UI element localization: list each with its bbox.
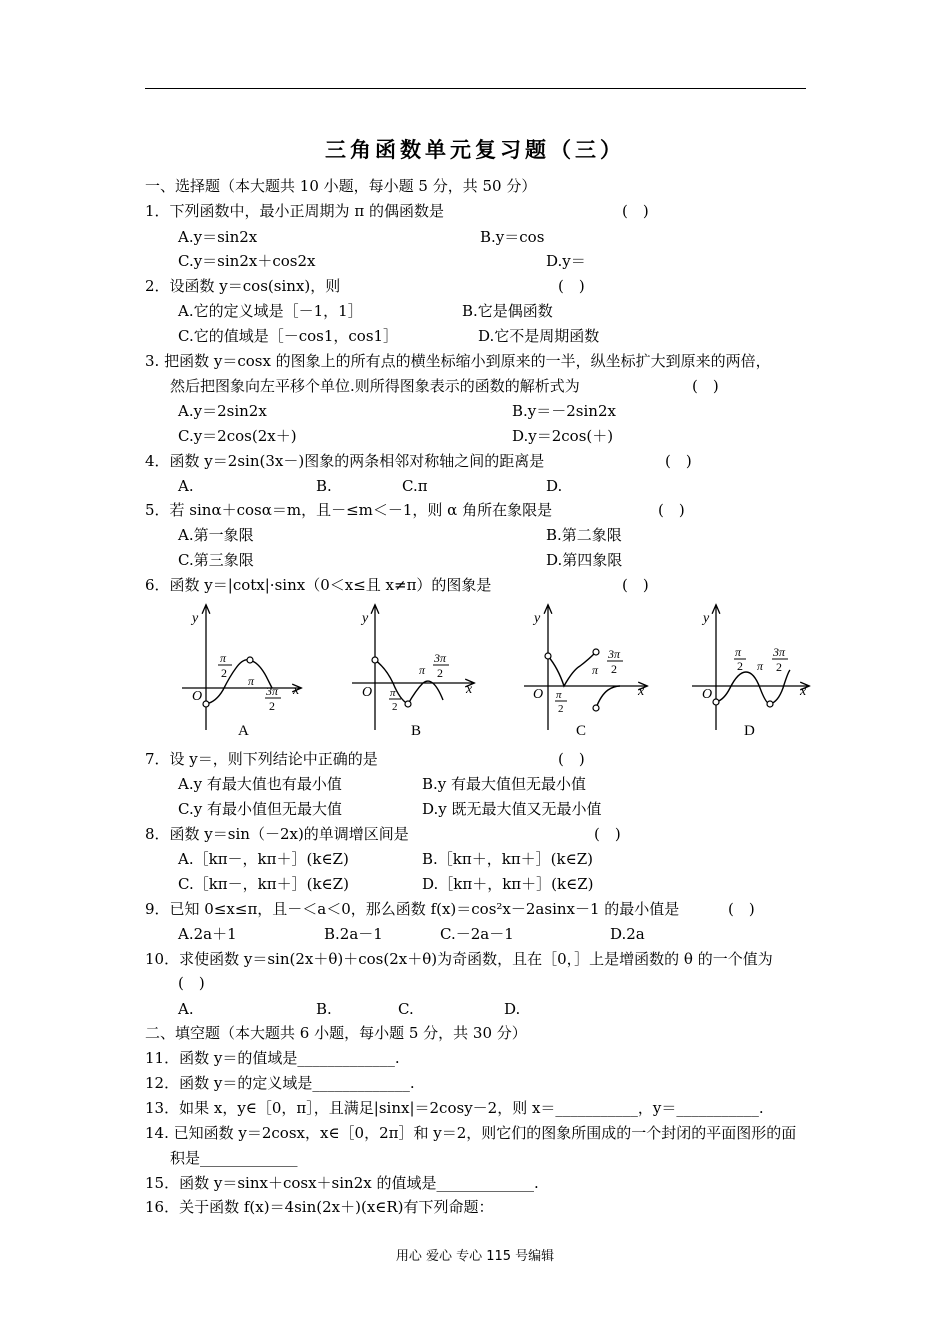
q1-stem: 1．下列函数中，最小正周期为 π 的偶函数是 (145, 202, 444, 220)
q9-option-a: A.2a＋1 (178, 925, 237, 943)
q2-option-d: D.它不是周期函数 (478, 327, 600, 345)
q5-answer-bracket: ( ) (658, 501, 685, 519)
axis-y-label: y (362, 611, 369, 626)
tick-2-bot: 2 (558, 703, 564, 715)
q7-answer-bracket: ( ) (558, 750, 585, 768)
tick-3pi-bot: 2 (611, 662, 617, 676)
tick-3pi-bot: 2 (269, 699, 275, 713)
origin-label: O (192, 689, 203, 704)
q5-option-a: A.第一象限 (178, 526, 254, 544)
q6-answer-bracket: ( ) (622, 576, 649, 594)
tick-3pi-top: 3π (773, 645, 786, 659)
q3-option-a: A.y＝2sin2x (178, 402, 267, 420)
q8-stem: 8．函数 y＝sin（－2x)的单调增区间是 (145, 825, 409, 843)
axis-y-label: y (192, 611, 199, 626)
origin-label: O (362, 685, 373, 700)
q2-option-a: A.它的定义域是［－1，1］ (178, 302, 363, 320)
q9-stem: 9．已知 0≤x≤π，且－＜a＜0，那么函数 f(x)＝cos²x－2asinx－1 的最小值是 (145, 900, 680, 918)
q6-stem: 6．函数 y＝|cotx|·sinx（0＜x≤且 x≠π）的图象是 (145, 576, 492, 594)
q3-option-b: B.y＝－2sin2x (512, 402, 616, 420)
q1-option-c: C.y＝sin2x＋cos2x (178, 252, 316, 270)
q3-stem: 3. 把函数 y＝cosx 的图象上的所有点的横坐标缩小到原来的一半，纵坐标扩大到原来的两倍， (145, 352, 771, 370)
origin-label: O (702, 687, 713, 702)
q4-option-b: B. (316, 477, 332, 495)
q6-graph-a (182, 606, 300, 739)
tick-3pi-top: 3π (266, 684, 279, 698)
q3-stem-cont: 然后把图象向左平移个单位.则所得图象表示的函数的解析式为 (170, 377, 580, 395)
q6-graph-options (168, 600, 818, 745)
tick-3pi-top: 3π (608, 647, 621, 661)
q12: 12．函数 y＝的定义域是_____________. (145, 1074, 415, 1092)
q7-option-c: C.y 有最小值但无最大值 (178, 800, 342, 818)
q2-answer-bracket: ( ) (558, 277, 585, 295)
q10-stem: 10．求使函数 y＝sin(2x＋θ)＋cos(2x＋θ)为奇函数，且在［0，］上是增函数的 θ 的一个值为 (145, 950, 773, 968)
tick-pi: π (757, 659, 764, 673)
q4-option-a: A. (178, 477, 194, 495)
graph-label-b: B (411, 723, 422, 739)
axis-y-label: y (703, 611, 710, 626)
section-fill-heading: 二、填空题（本大题共 6 小题，每小题 5 分，共 30 分） (145, 1024, 527, 1042)
q5-option-b: B.第二象限 (546, 526, 622, 544)
q4-stem: 4．函数 y＝2sin(3x－)图象的两条相邻对称轴之间的距离是 (145, 452, 545, 470)
q4-option-d: D. (546, 477, 563, 495)
q1-option-b: B.y＝cos (480, 228, 545, 246)
q13: 13．如果 x，y∈［0，π］，且满足|sinx|＝2cosy－2，则 x＝___________，y＝___________. (145, 1099, 764, 1117)
q8-option-a: A.［kπ－，kπ＋］(k∈Z) (178, 850, 349, 868)
origin-label: O (533, 687, 544, 702)
q8-answer-bracket: ( ) (594, 825, 621, 843)
tick-3pi-bot: 2 (437, 666, 443, 680)
q11: 11．函数 y＝的值域是_____________. (145, 1049, 400, 1067)
q9-answer-bracket: ( ) (728, 900, 755, 918)
q8-option-b: B.［kπ＋，kπ＋］(k∈Z) (422, 850, 594, 868)
tick-pi: π (592, 663, 599, 677)
q9-option-d: D.2a (610, 925, 645, 943)
q1-answer-bracket: ( ) (622, 202, 649, 220)
q8-option-d: D.［kπ＋，kπ＋］(k∈Z) (422, 875, 594, 893)
tick-pi-top: π (390, 687, 396, 699)
axis-x-label: x (638, 684, 645, 699)
q4-answer-bracket: ( ) (665, 452, 692, 470)
q1-option-d: D.y＝ (546, 252, 586, 270)
q6-graph-b (352, 606, 473, 739)
tick-3pi-top: 3π (434, 651, 447, 665)
graph-label-c: C (576, 723, 587, 739)
header-rule (145, 88, 806, 89)
axis-x-label: x (800, 684, 807, 699)
q3-answer-bracket: ( ) (692, 377, 719, 395)
section-choice-heading: 一、选择题（本大题共 10 小题，每小题 5 分，共 50 分） (145, 177, 537, 195)
q3-option-c: C.y＝2cos(2x＋) (178, 427, 297, 445)
page-title: 三角函数单元复习题（三） (325, 137, 625, 162)
q10-answer-bracket: ( ) (178, 974, 205, 992)
q10-option-a: A. (178, 1000, 194, 1018)
q10-option-d: D. (504, 1000, 521, 1018)
tick-pi: π (248, 674, 255, 688)
tick-2-bot: 2 (221, 666, 227, 680)
q9-option-c: C.－2a－1 (440, 925, 514, 943)
q5-stem: 5．若 sinα＋cosα＝m，且－≤m＜－1，则 α 角所在象限是 (145, 501, 553, 519)
q2-stem: 2．设函数 y＝cos(sinx)，则 (145, 277, 341, 295)
tick-pi-top: π (556, 689, 562, 701)
q10-option-b: B. (316, 1000, 332, 1018)
tick-pi-top: π (735, 645, 742, 659)
q7-option-b: B.y 有最大值但无最小值 (422, 775, 587, 793)
q6-graph-d (692, 606, 808, 739)
graph-label-d: D (744, 723, 755, 739)
q3-option-d: D.y＝2cos(＋) (512, 427, 614, 445)
q4-option-c: C.π (402, 477, 428, 495)
q9-option-b: B.2a－1 (324, 925, 383, 943)
q2-option-b: B.它是偶函数 (462, 302, 553, 320)
q1-option-a: A.y＝sin2x (178, 228, 258, 246)
axis-x-label: x (466, 682, 473, 697)
axis-x-label: x (293, 683, 300, 698)
graph-label-a: A (238, 723, 249, 739)
q8-option-c: C.［kπ－，kπ＋］(k∈Z) (178, 875, 349, 893)
page-footer: 用心 爱心 专心 115 号编辑 (395, 1249, 555, 1264)
q5-option-c: C.第三象限 (178, 551, 254, 569)
q7-option-d: D.y 既无最大值又无最小值 (422, 800, 602, 818)
q5-option-d: D.第四象限 (546, 551, 623, 569)
tick-pi: π (419, 663, 426, 677)
tick-2-bot: 2 (737, 659, 743, 673)
tick-3pi-bot: 2 (776, 660, 782, 674)
q15: 15．函数 y＝sinx＋cosx＋sin2x 的值域是_____________. (145, 1174, 539, 1192)
tick-2-bot: 2 (392, 701, 398, 713)
axis-y-label: y (534, 611, 541, 626)
q10-option-c: C. (398, 1000, 414, 1018)
q2-option-c: C.它的值域是［－cos1，cos1］ (178, 327, 399, 345)
q16: 16．关于函数 f(x)＝4sin(2x＋)(x∈R)有下列命题： (145, 1198, 494, 1216)
tick-pi-top: π (220, 651, 227, 665)
q7-stem: 7．设 y＝，则下列结论中正确的是 (145, 750, 378, 768)
q14: 14. 已知函数 y＝2cosx，x∈［0，2π］和 y＝2，则它们的图象所围成的一个封闭的平面图形的面 (145, 1124, 797, 1142)
q6-graph-c (524, 606, 646, 739)
q14-cont: 积是_____________ (170, 1149, 298, 1167)
q7-option-a: A.y 有最大值也有最小值 (178, 775, 342, 793)
